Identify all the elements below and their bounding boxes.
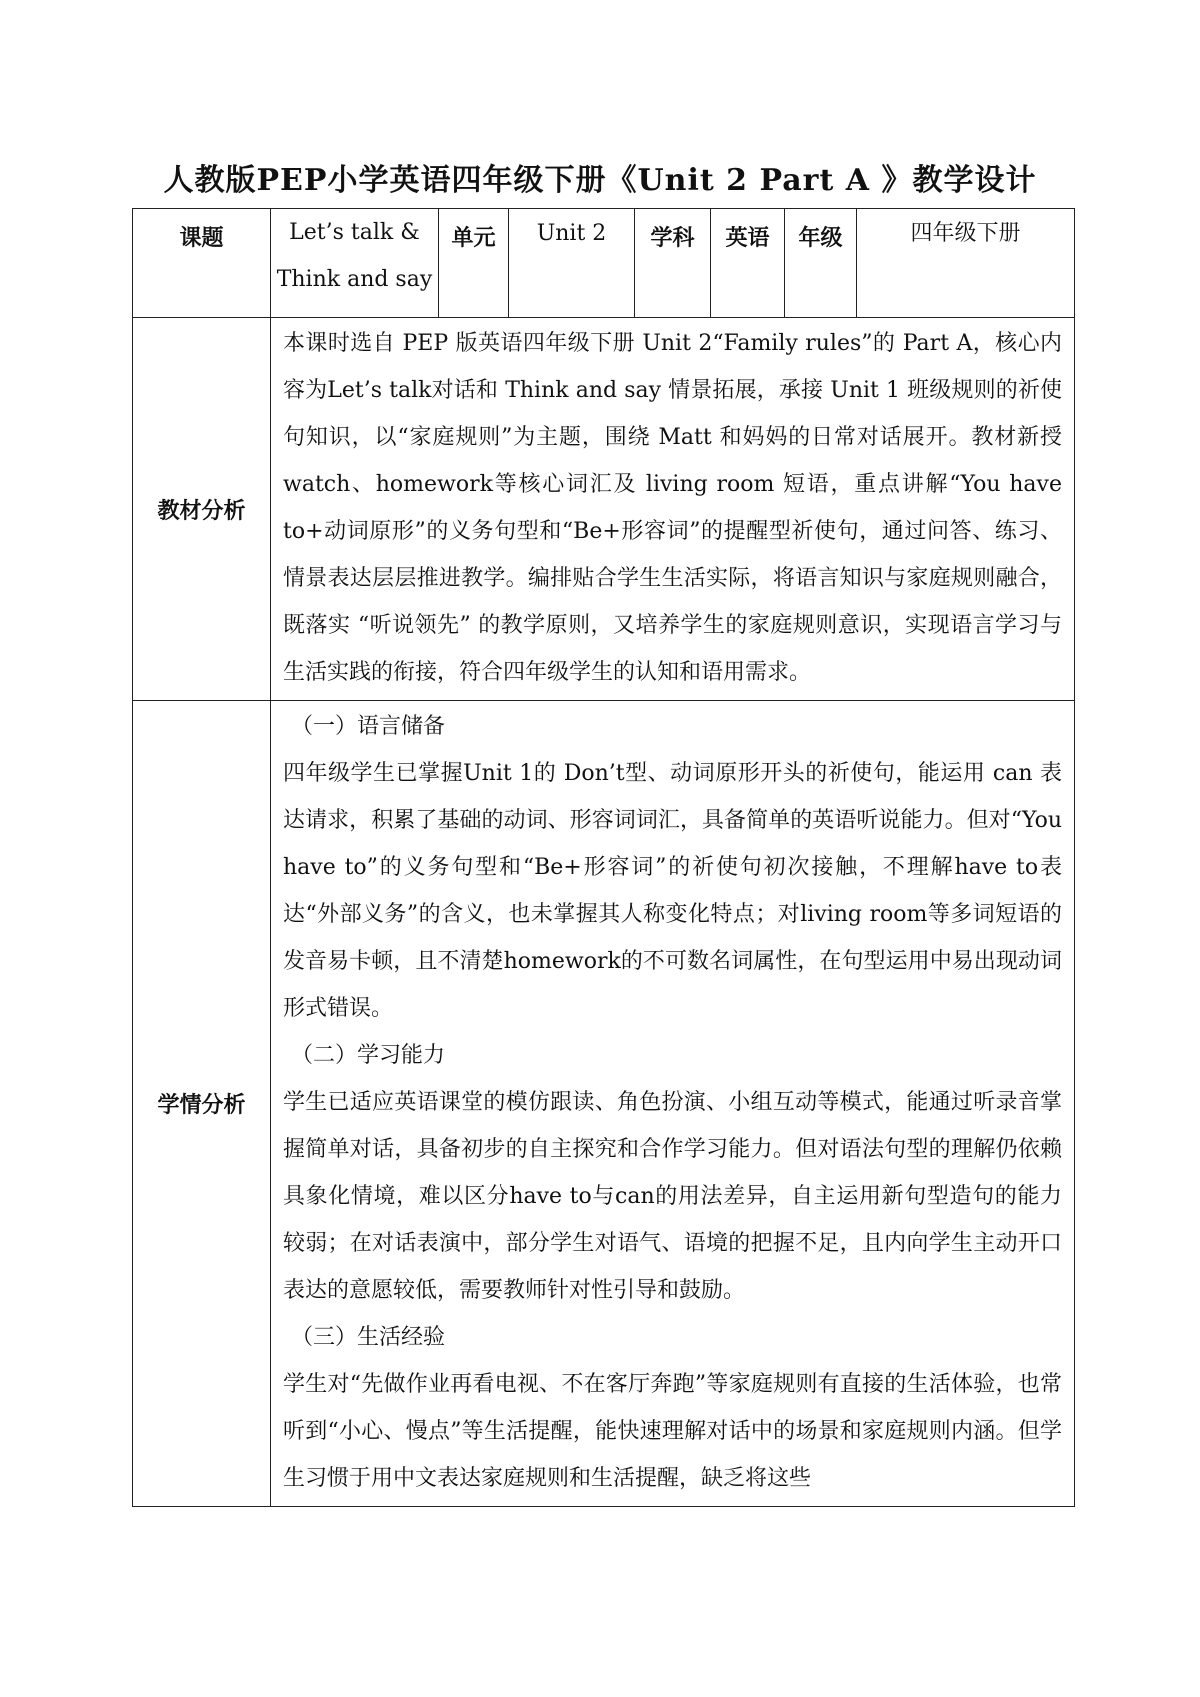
unit-value: Unit 2	[509, 209, 635, 318]
student-analysis-content	[271, 701, 1075, 1507]
section-text-language: 四年级学生已掌握Unit 1的 Don’t型、动词原形开头的祈使句，能运用 can 表达请求，积累了基础的动词、形容词词汇，具备简单的英语听说能力。但对“You have to”的义务句型和“Be+形容词”的祈使句初次接触，不理解have to表达“外部义务”的含义，也未掌握其人称变化特点；对living room等多词短语的发音易卡顿，且不清楚homework的不可数名词属性，在句型运用中易出现动词形式错误。	[283, 761, 1062, 1021]
section-heading-ability: （二）学习能力	[291, 1043, 446, 1068]
grade-label: 年级	[785, 209, 857, 318]
topic-value-line2: Think and say	[276, 267, 433, 292]
grade-value: 四年级下册	[857, 209, 1075, 318]
section-text-ability: 学生已适应英语课堂的模仿跟读、角色扮演、小组互动等模式，能通过听录音掌握简单对话，具备初步的自主探究和合作学习能力。但对语法句型的理解仍依赖具象化情境，难以区分have to与can的用法差异，自主运用新句型造句的能力较弱；在对话表演中，部分学生对语气、语境的把握不足，且内向学生主动开口表达的意愿较低，需要教师针对性引导和鼓励。	[283, 1090, 1062, 1303]
section-heading-life: （三）生活经验	[291, 1325, 446, 1350]
lesson-plan-table	[132, 208, 1075, 1507]
textbook-analysis-row	[133, 318, 1075, 701]
topic-value	[271, 209, 439, 318]
textbook-analysis-content	[271, 318, 1075, 701]
topic-value-line1: Let’s talk &	[289, 220, 420, 245]
student-analysis-label: 学情分析	[133, 701, 271, 1507]
section-heading-language: （一）语言储备	[291, 714, 446, 739]
textbook-analysis-label: 教材分析	[133, 318, 271, 701]
section-text-life: 学生对“先做作业再看电视、不在客厅奔跑”等家庭规则有直接的生活体验，也常听到“小心、慢点”等生活提醒，能快速理解对话中的场景和家庭规则内涵。但学生习惯于用中文表达家庭规则和生活提醒，缺乏将这些	[283, 1372, 1062, 1491]
header-row	[133, 209, 1075, 318]
subject-value: 英语	[711, 209, 785, 318]
student-analysis-row	[133, 701, 1075, 1507]
textbook-analysis-text: 本课时选自 PEP 版英语四年级下册 Unit 2“Family rules”的 Part A，核心内容为Let’s talk对话和 Think and say 情景拓展，承接 Unit 1 班级规则的祈使句知识，以“家庭规则”为主题，围绕 Matt 和妈妈的日常对话展开。教材新授watch、homework等核心词汇及 living room 短语，重点讲解“You have to+动词原形”的义务句型和“Be+形容词”的提醒型祈使句，通过问答、练习、情景表达层层推进教学。编排贴合学生生活实际，将语言知识与家庭规则融合，既落实 “听说领先” 的教学原则，又培养学生的家庭规则意识，实现语言学习与生活实践的衔接，符合四年级学生的认知和语用需求。	[283, 331, 1062, 685]
subject-label: 学科	[635, 209, 711, 318]
topic-label: 课题	[133, 209, 271, 318]
unit-label: 单元	[439, 209, 509, 318]
document-title: 人教版PEP小学英语四年级下册《Unit 2 Part A 》教学设计	[163, 163, 1037, 198]
